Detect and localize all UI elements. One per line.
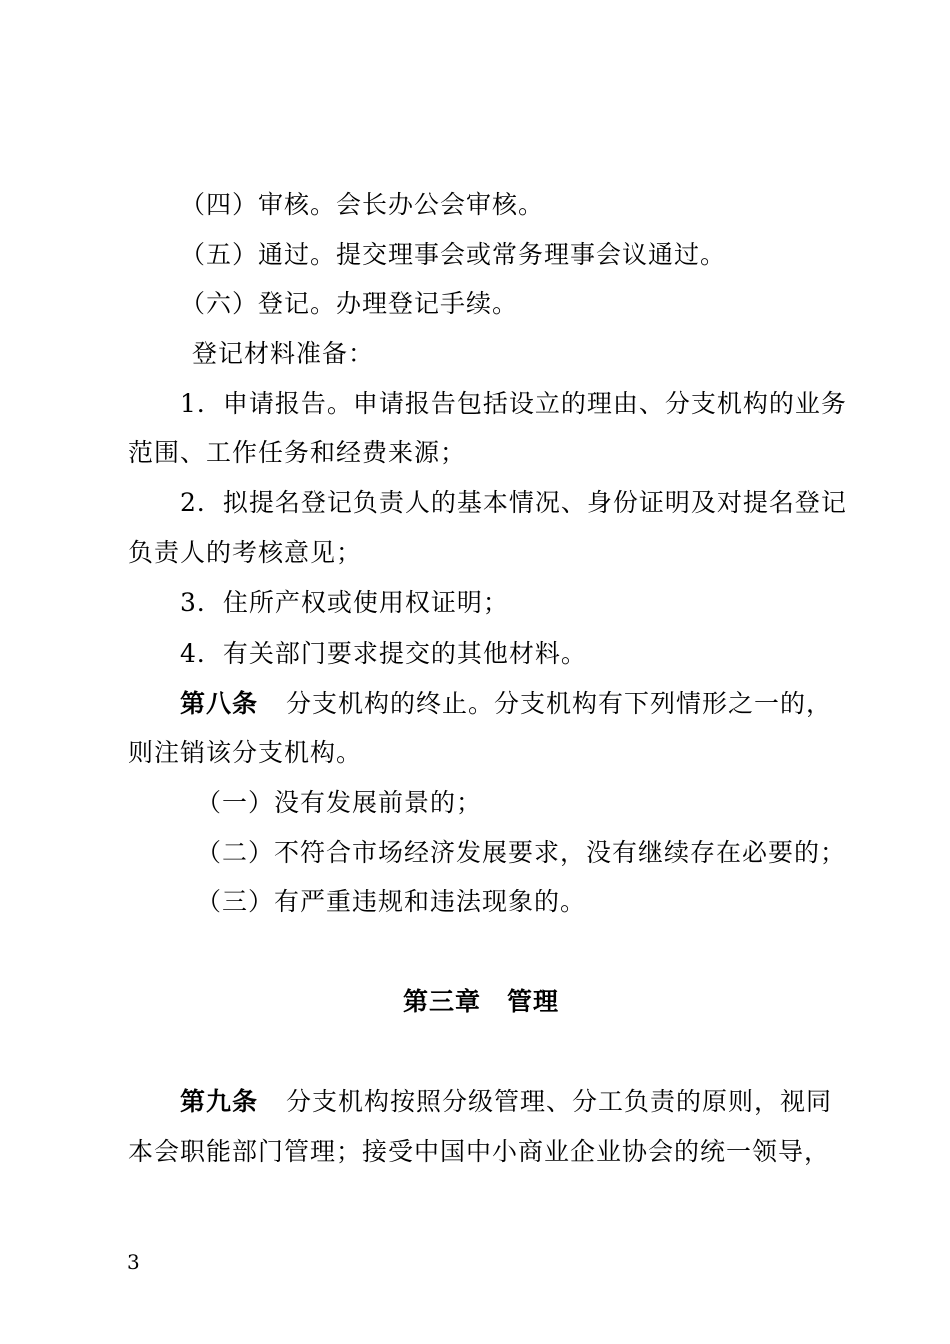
- article-line: [180, 689, 832, 719]
- article-label: 第八条: [180, 689, 259, 718]
- paragraph-line: （四）审核。会长办公会审核。: [180, 190, 545, 219]
- article-text: 分支机构按照分级管理、分工负责的原则，视同: [286, 1087, 833, 1116]
- paragraph-line: （五）通过。提交理事会或常务理事会议通过。: [180, 240, 727, 269]
- paragraph-line: （二）不符合市场经济发展要求，没有继续存在必要的；: [196, 838, 847, 867]
- paragraph-line: 2．拟提名登记负责人的基本情况、身份证明及对提名登记: [180, 488, 847, 517]
- paragraph-line: 本会职能部门管理；接受中国中小商业企业协会的统一领导，: [128, 1137, 831, 1166]
- article-label: 第九条: [180, 1087, 259, 1116]
- paragraph-line: （三）有严重违规和违法现象的。: [196, 887, 587, 916]
- page-number: 3: [127, 1250, 140, 1274]
- paragraph-line: 3．住所产权或使用权证明；: [180, 588, 509, 617]
- article-text: 分支机构的终止。分支机构有下列情形之一的，: [286, 689, 833, 718]
- paragraph-line: 登记材料准备：: [192, 339, 375, 368]
- paragraph-line: 则注销该分支机构。: [128, 738, 363, 767]
- paragraph-line: 1．申请报告。申请报告包括设立的理由、分支机构的业务: [180, 389, 847, 418]
- paragraph-line: （六）登记。办理登记手续。: [180, 289, 519, 318]
- paragraph-line: （一）没有发展前景的；: [196, 788, 483, 817]
- paragraph-line: 范围、工作任务和经费来源；: [128, 438, 467, 467]
- paragraph-line: 负责人的考核意见；: [128, 538, 363, 567]
- article-line: [180, 1087, 832, 1117]
- chapter-heading: 第三章 管理: [403, 987, 560, 1016]
- paragraph-line: 4．有关部门要求提交的其他材料。: [180, 639, 587, 668]
